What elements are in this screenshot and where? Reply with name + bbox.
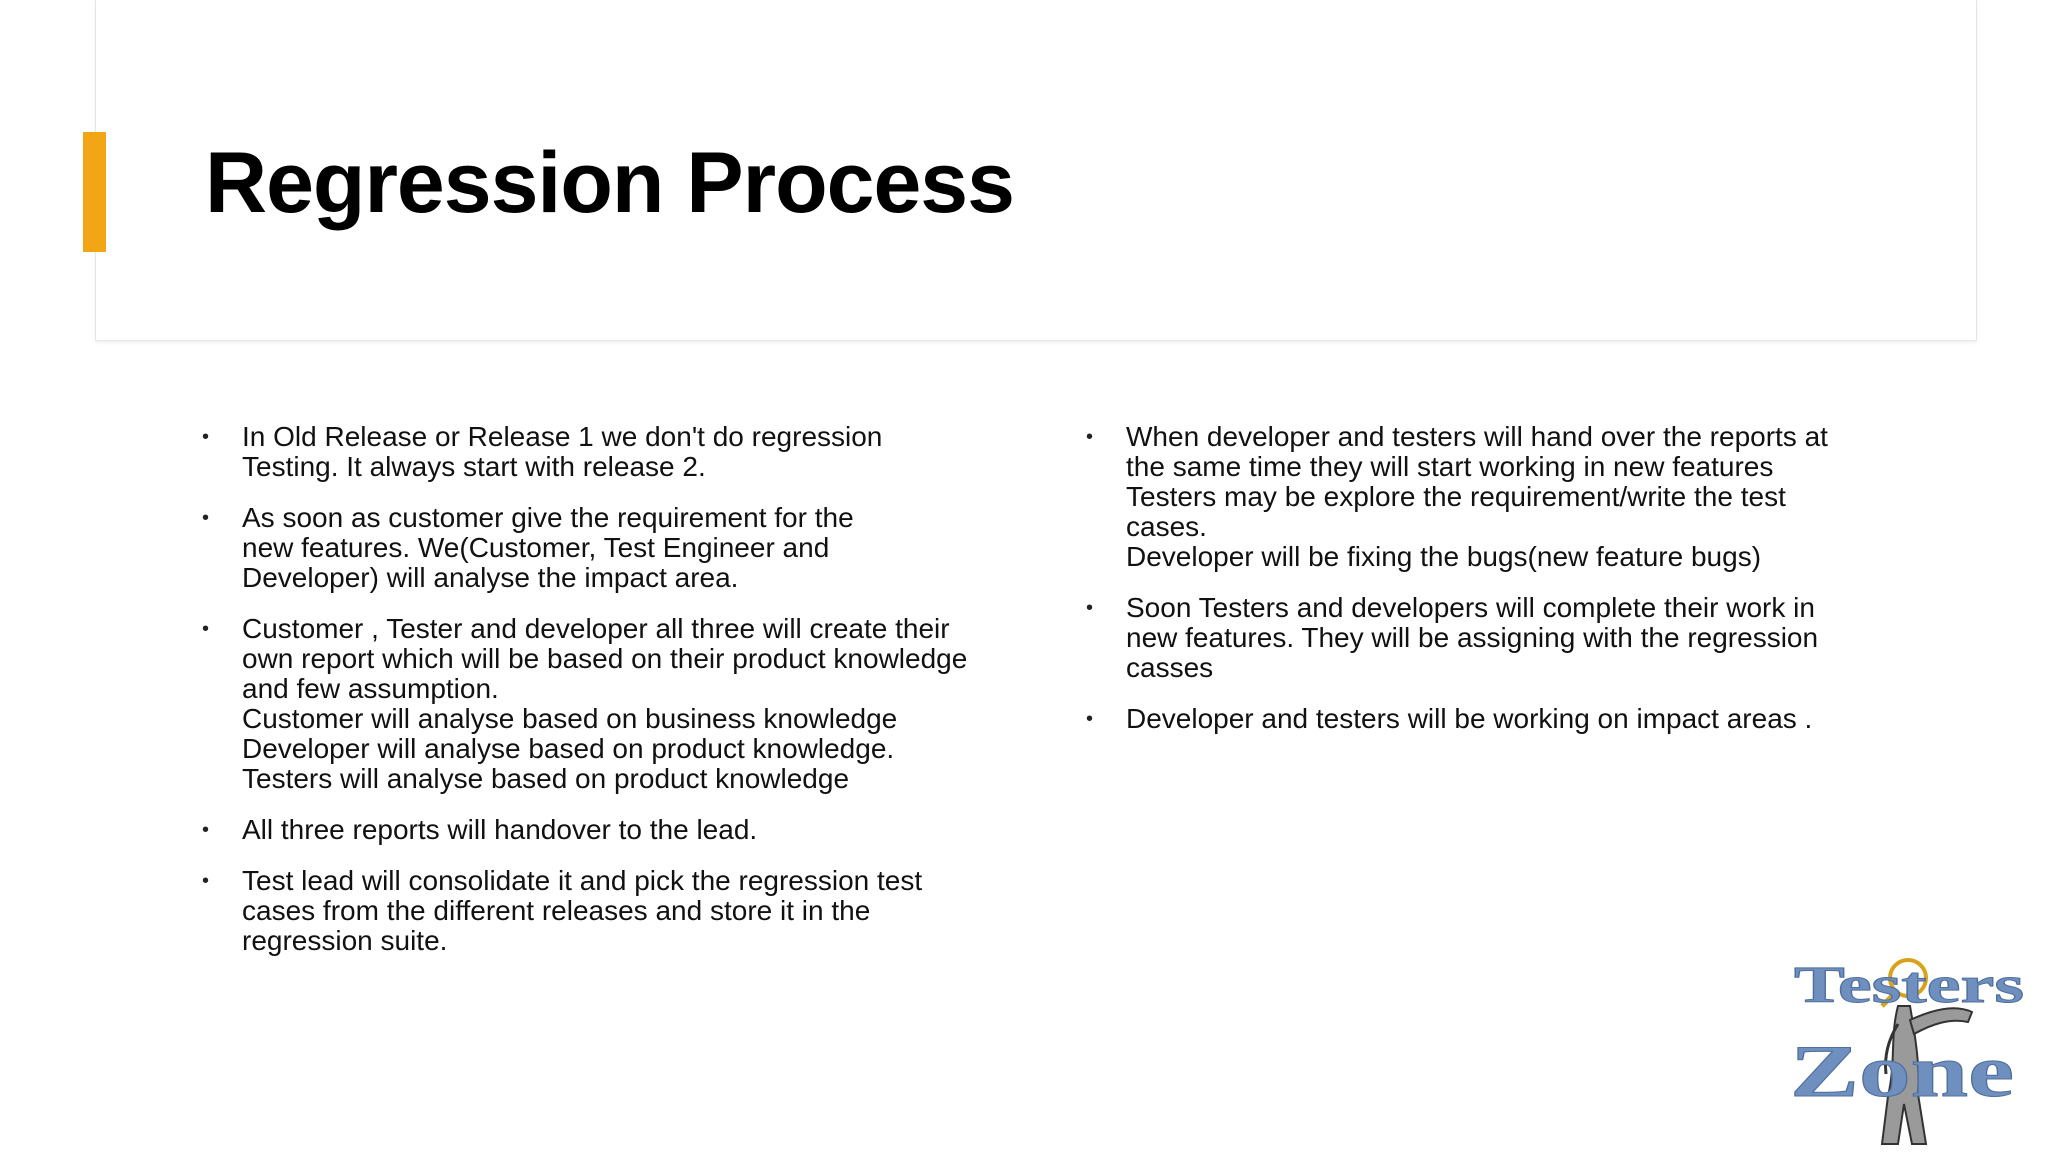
bullet-dot: • (1086, 597, 1094, 619)
title-accent-bar (83, 132, 106, 252)
bullet-text-line: and few assumption. (242, 673, 499, 704)
bullet-text-line: the same time they will start working in new features (1126, 451, 1774, 482)
bullet-text-line: Customer will analyse based on business knowledge (242, 703, 898, 734)
slide-title: Regression Process (205, 135, 1014, 231)
bullet-text-line: Soon Testers and developers will complete their work in (1126, 592, 1815, 623)
bullet-text-line: Testers may be explore the requirement/write the test (1126, 481, 1786, 512)
testers-zone-logo (1786, 944, 2032, 1150)
bullet-text-line: Developer and testers will be working on impact areas . (1126, 703, 1813, 734)
logo-word-top: Testers (1794, 957, 2024, 1014)
right-bullet-list (1080, 422, 1910, 755)
bullet-item (1080, 704, 1910, 734)
bullet-text-line: cases from the different releases and store it in the (242, 895, 871, 926)
bullet-text-line: casses (1126, 652, 1214, 683)
bullet-text-line: All three reports will handover to the lead. (242, 814, 758, 845)
bullet-text-line: Developer) will analyse the impact area. (242, 562, 739, 593)
bullet-text-line: In Old Release or Release 1 we don't do regression (242, 421, 883, 452)
bullet-dot: • (1086, 708, 1094, 730)
bullet-dot: • (202, 819, 210, 841)
bullet-text-line: Test lead will consolidate it and pick the regression test (242, 865, 923, 896)
bullet-dot: • (202, 870, 210, 892)
bullet-item (196, 815, 1026, 845)
bullet-text-line: new features. They will be assigning with the regression (1126, 622, 1819, 653)
bullet-text-line: own report which will be based on their product knowledge (242, 643, 968, 674)
bullet-dot: • (202, 618, 210, 640)
bullet-item (1080, 422, 1910, 572)
bullet-item (196, 614, 1026, 794)
bullet-item (196, 422, 1026, 482)
bullet-dot: • (202, 507, 210, 529)
bullet-item (196, 866, 1026, 956)
bullet-text-line: Developer will be fixing the bugs(new feature bugs) (1126, 541, 1762, 572)
bullet-text-line: cases. (1126, 511, 1207, 542)
bullet-item (196, 503, 1026, 593)
bullet-dot: • (202, 426, 210, 448)
bullet-text-line: Customer , Tester and developer all three will create their (242, 613, 950, 644)
bullet-item (1080, 593, 1910, 683)
bullet-text-line: regression suite. (242, 925, 448, 956)
bullet-text-line: As soon as customer give the requirement for the (242, 502, 854, 533)
bullet-text-line: Developer will analyse based on product knowledge. (242, 733, 895, 764)
bullet-text-line: Testing. It always start with release 2. (242, 451, 706, 482)
bullet-text-line: When developer and testers will hand over the reports at (1126, 421, 1828, 452)
bullet-text-line: Testers will analyse based on product knowledge (242, 763, 850, 794)
logo-word-bottom: Zone (1790, 1031, 2014, 1113)
bullet-dot: • (1086, 426, 1094, 448)
bullet-text-line: new features. We(Customer, Test Engineer and (242, 532, 830, 563)
left-bullet-list (196, 422, 1026, 977)
